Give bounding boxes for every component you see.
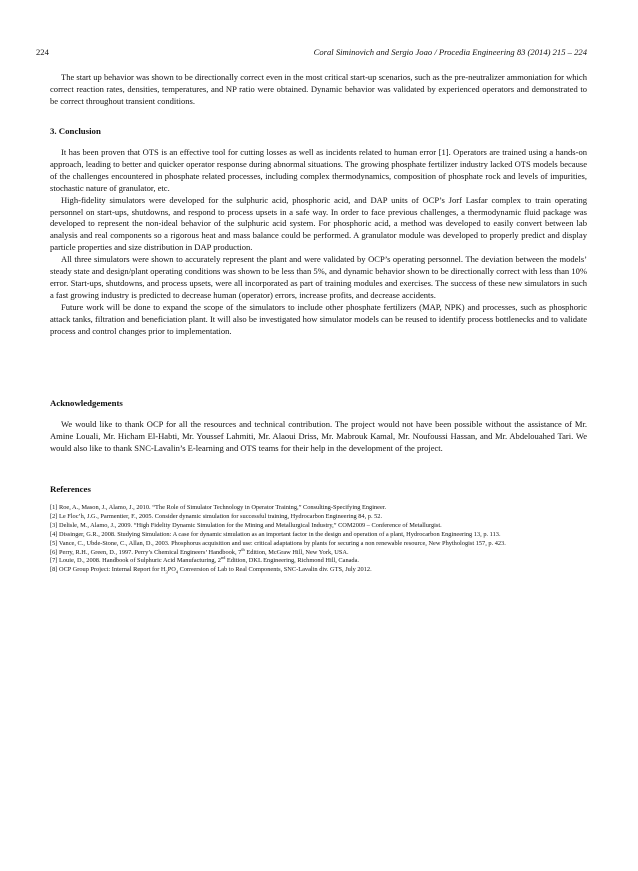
reference-8-mid: PO [167,566,176,574]
reference-8-sub-2: 4 [175,569,179,575]
reference-item [50,566,587,575]
conclusion-heading: 3. Conclusion [50,126,101,136]
reference-8-prefix: [8] OCP Group Project: Internal Report for H [50,566,166,574]
conclusion-section [50,125,587,338]
acknowledgements-section [50,397,587,455]
acknowledgements-heading: Acknowledgements [50,398,123,408]
reference-7-suffix: Edition, DKL Engineering, Richmond Hill, Canada. [225,557,360,565]
page-number: 224 [36,47,49,57]
reference-item: [2] Le Floc’h, J.G., Parmentier, F., 2005. Consider dynamic simulation for successful training, Hydrocarbon Engineering 84, p. 52. [50,512,383,520]
conclusion-paragraph-4: Future work will be done to expand the scope of the simulators to include other phosphate fertilizers (MAP, NPK) and processes, such as phosphoric attack tanks, filtration and beneficiation plant. It will also be investigated how simulator models can be reused to identify process bottlenecks and to validate process and control changes prior to implementation. [50,301,587,336]
reference-6-suffix: Edition, McGraw Hill, New York, USA. [244,548,349,556]
conclusion-paragraph-3: All three simulators were shown to accurately represent the plant and were validated by OCP’s operating personnel. The deviation between the models’ steady state and design/plant operating conditions was shown to be less than 5%, and dynamic behavior shown to be directionally correct with less than 10% error. Start-ups, shutdowns, and process upsets, were all incorporated as part of training modules and exercises. The success of these new simulators in such a fast growing industry is predicted to decrease human (operator) errors, increase profits, and decrease accidents. [50,254,587,300]
reference-6-sup: th [241,546,245,552]
references-list [50,504,587,575]
conclusion-paragraph-1: It has been proven that OTS is an effective tool for cutting losses as well as incidents related to human error [1]. Operators are trained using a hands-on approach, leading to better and quicker operator response during abnormal situations. The growing phosphate fertilizer industry lacked OTS models because of the challenges encountered in phosphate related processes, including complex thermodynamics, composition of phosphate rock and levels of impurities, stochastic nature of granulator, etc. [50,147,587,193]
acknowledgements-text: We would like to thank OCP for all the resources and technical contribution. The project would not have been possible without the assistance of Mr. Amine Louali, Mr. Hicham El-Habti, Mr. Youssef Lahmiti, Mr. Alaoui Driss, Mr. Mabrouk Kamal, Mr. Noufoussi Hassan, and Mr. Abdelouahed Tari. We would also like to thank SNC-Lavalin’s E-learning and OTS teams for their help in the development of the project. [50,419,587,453]
reference-item: [4] Dissinger, G.R., 2008. Studying Simulation: A case for dynamic simulation as an important factor in the design and operation of a plant, Hydrocarbon Engineering 13, p. 113. [50,530,501,538]
reference-8-suffix: Conversion of Lab to Real Components, SNC-Lavalin div. GTS, July 2012. [178,566,372,574]
reference-7-prefix: [7] Louie, D., 2008. Handbook of Sulphuric Acid Manufacturing, 2 [50,557,221,565]
references-heading: References [50,484,91,494]
running-title: Coral Siminovich and Sergio Joao / Procedia Engineering 83 (2014) 215 – 224 [313,47,587,57]
reference-8-sub-1: 3 [165,569,168,575]
page-header [36,46,587,58]
references-section [50,483,587,575]
intro-paragraph: The start up behavior was shown to be directionally correct even in the most critical start-up scenarios, such as the pre-neutralizer ammoniation for which correct reaction rates, densities, temperatures, and NP ratio were obtained. Dynamic behavior was validated by experienced operators and demonstrated to be correct throughout transient conditions. [50,72,587,106]
conclusion-paragraph-2: High-fidelity simulators were developed for the sulphuric acid, phosphoric acid, and DAP units of OCP’s Jorf Lasfar complex to train operating personnel on start-ups, shutdowns, and respond to process upsets in a safe way. In order to face previous challenges, a thermodynamic fluid package was developed to represent the non-ideal behavior of the sulphuric acid system. For phosphoric acid, a method was developed to easily convert between lab analysis and real components so a rigorous heat and mass balance could be performed. A granulator module was developed to properly predict and display particle properties and size distribution in DAP production. [50,194,587,253]
reference-item: [3] Delisle, M., Alamo, J., 2009. “High Fidelity Dynamic Simulation for the Mining and Metallurgical Industry,” COM2009 – Conference of Metallurgist. [50,521,442,529]
reference-7-sup: nd [220,555,226,561]
intro-section [50,72,587,108]
reference-item: [1] Roe, A., Mason, J., Alamo, J., 2010. “The Role of Simulator Technology in Operator Training,” Consulting-Specifying Engineer. [50,504,387,511]
reference-item: [5] Vance, C., Ubde-Stone, C., Allan, D., 2003. Phosphorus acquisition and use: critical adaptations by plants for securing a non renewable resource, New Phythologist 157, p. 423. [50,539,506,547]
reference-6-prefix: [6] Perry, R.H., Green, D., 1997. Perry’s Chemical Engineers’ Handbook, 7 [50,548,242,556]
reference-item [50,557,587,566]
